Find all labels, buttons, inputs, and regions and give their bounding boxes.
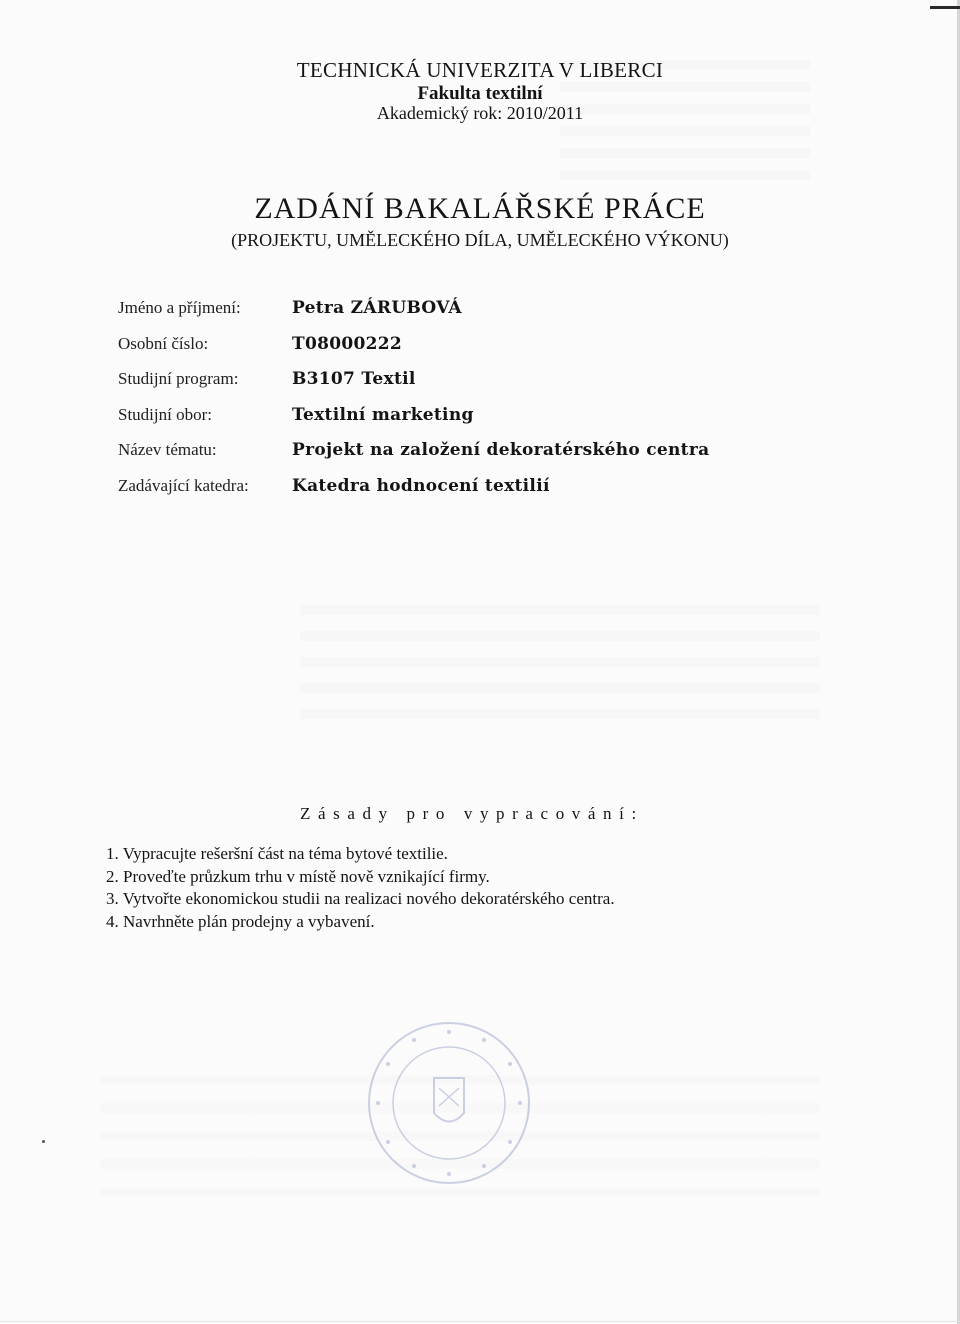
field-label: Název tématu:	[118, 440, 217, 459]
list-item: 2. Proveďte průzkum trhu v místě nově vznikající firmy.	[106, 866, 490, 886]
scan-edge-mark	[930, 6, 960, 9]
field-row-study-field	[118, 405, 709, 441]
field-value: Projekt na založení dekoratérského centra	[292, 440, 710, 460]
field-label: Osobní číslo:	[118, 333, 209, 353]
field-row-topic	[118, 440, 709, 476]
field-value: Textilní marketing	[292, 404, 474, 425]
field-row-name	[118, 298, 709, 334]
field-value: Petra ZÁRUBOVÁ	[292, 298, 462, 318]
page-edge-bottom	[0, 1321, 960, 1322]
faculty-name: Fakulta textilní	[417, 83, 543, 104]
document-subtitle: (PROJEKTU, UMĚLECKÉHO DÍLA, UMĚLECKÉHO VÝKONU)	[231, 230, 729, 250]
academic-year: Akademický rok: 2010/2011	[376, 103, 584, 123]
principles-list	[106, 843, 615, 934]
field-label: Jméno a příjmení:	[118, 298, 241, 317]
field-row-personal-number	[118, 334, 709, 370]
field-row-study-program	[118, 369, 709, 405]
field-value: T08000222	[292, 333, 402, 354]
list-item: 3. Vytvořte ekonomickou studii na realizaci nového dekoratérského centra.	[106, 889, 615, 909]
student-info-table	[118, 298, 709, 511]
university-seal-icon	[364, 1018, 534, 1188]
field-row-department	[118, 476, 709, 512]
list-item: 1. Vypracujte rešeršní část na téma bytové textilie.	[106, 844, 448, 863]
field-value: B3107 Textil	[292, 369, 416, 389]
field-label: Zadávající katedra:	[118, 475, 249, 495]
principles-heading: Zásady pro vypracování:	[300, 804, 644, 823]
show-through-block-2	[300, 605, 820, 725]
list-item: 4. Navrhněte plán prodejny a vybavení.	[106, 912, 375, 932]
university-name: TECHNICKÁ UNIVERZITA V LIBERCI	[296, 58, 664, 82]
field-value: Katedra hodnocení textilií	[292, 475, 550, 496]
field-label: Studijní obor:	[118, 404, 212, 424]
document-title: ZADÁNÍ BAKALÁŘSKÉ PRÁCE	[254, 192, 706, 225]
field-label: Studijní program:	[118, 369, 239, 388]
scan-speck	[42, 1140, 45, 1143]
